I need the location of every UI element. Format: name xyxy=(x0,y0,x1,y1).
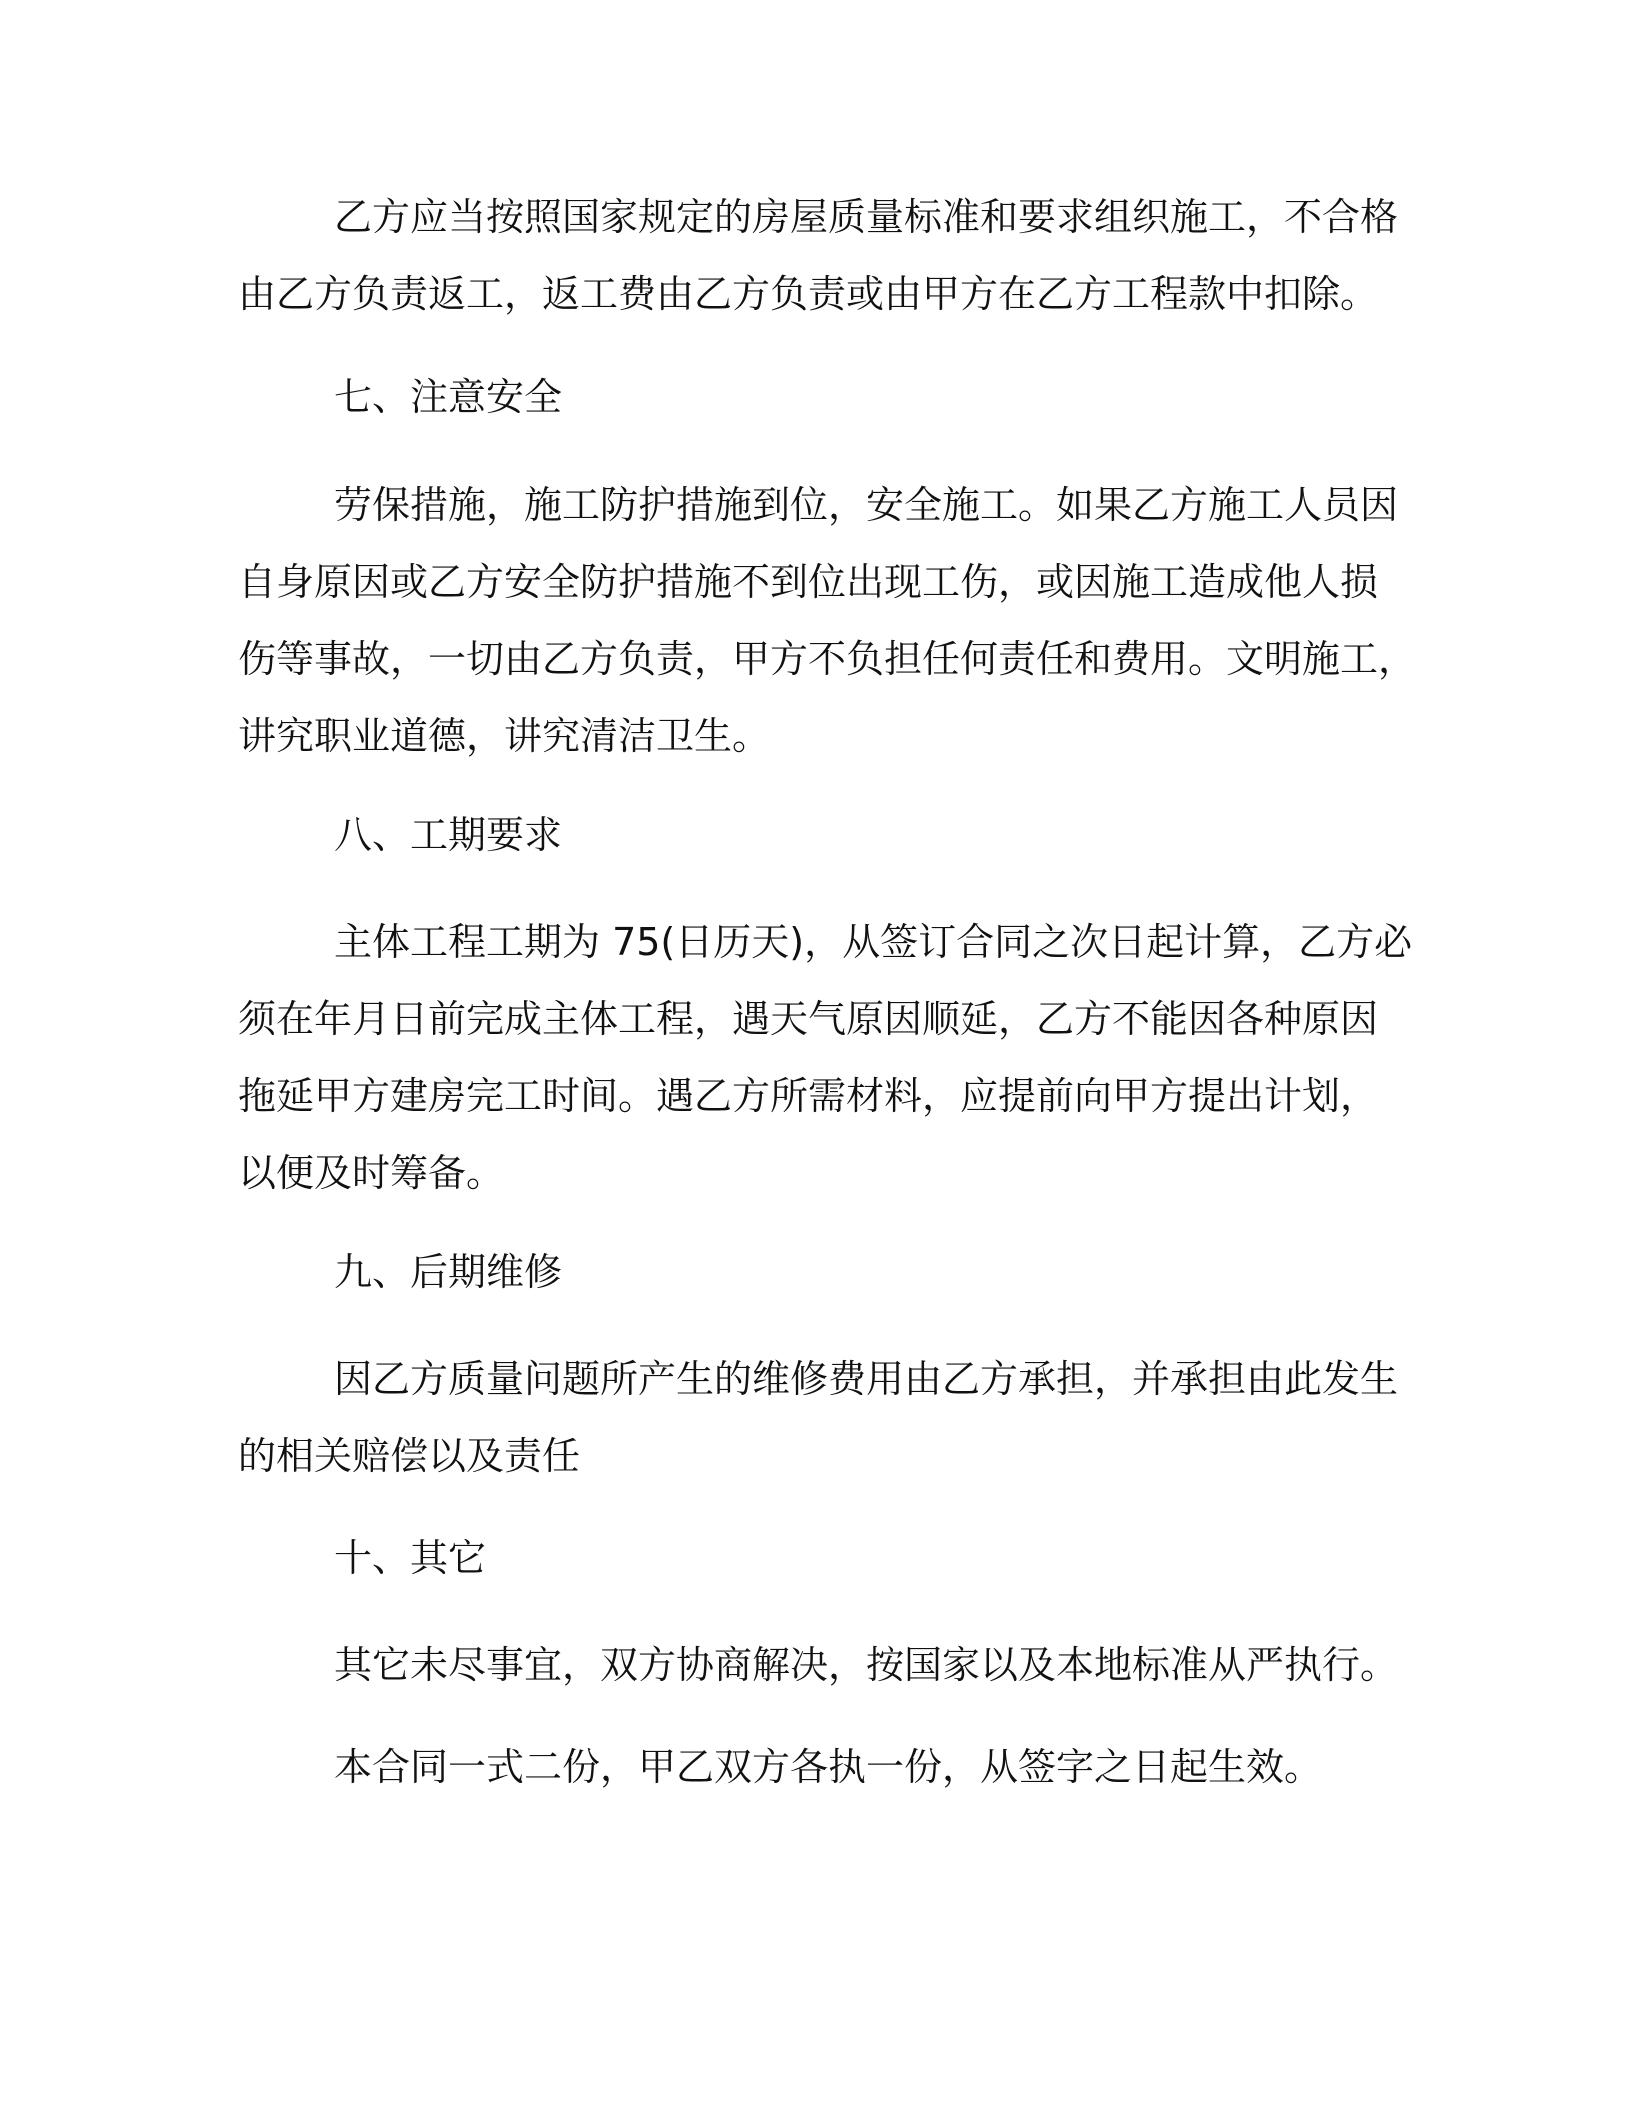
paragraph-line: 讲究职业道德，讲究清洁卫生。 xyxy=(238,714,771,758)
paragraph-line: 因乙方质量问题所产生的维修费用由乙方承担，并承担由此发生 xyxy=(334,1357,1399,1401)
paragraph-other-matters xyxy=(238,1627,1399,1704)
paragraph-line: 伤等事故，一切由乙方负责，甲方不负担任何责任和费用。文明施工， xyxy=(238,637,1417,681)
paragraph-line: 其它未尽事宜，双方协商解决，按国家以及本地标准从严执行。 xyxy=(334,1643,1399,1687)
section-heading-schedule xyxy=(238,797,1378,874)
section-heading-safety xyxy=(238,359,1378,436)
paragraph-safety xyxy=(238,467,1417,775)
paragraph-line: 劳保措施，施工防护措施到位，安全施工。如果乙方施工人员因 xyxy=(334,483,1399,527)
paragraph-line: 拖延甲方建房完工时间。遇乙方所需材料，应提前向甲方提出计划， xyxy=(238,1074,1379,1118)
section-heading: 八、工期要求 xyxy=(334,813,563,857)
paragraph-line: 以便及时筹备。 xyxy=(238,1151,505,1195)
paragraph-line: 的相关赔偿以及责任 xyxy=(238,1434,581,1478)
paragraph-maintenance xyxy=(238,1341,1399,1495)
section-heading-maintenance xyxy=(238,1234,1378,1311)
paragraph-line: 自身原因或乙方安全防护措施不到位出现工伤，或因施工造成他人损 xyxy=(238,560,1379,604)
paragraph-line: 须在年月日前完成主体工程，遇天气原因顺延，乙方不能因各种原因 xyxy=(238,997,1379,1041)
section-heading: 七、注意安全 xyxy=(334,375,563,419)
paragraph-line: 主体工程工期为 75(日历天)，从签订合同之次日起计算，乙方必 xyxy=(334,920,1413,964)
paragraph-schedule xyxy=(238,904,1413,1212)
paragraph-contract-copies xyxy=(238,1729,1378,1806)
paragraph-line: 本合同一式二份，甲乙双方各执一份，从签字之日起生效。 xyxy=(334,1745,1323,1789)
section-heading: 十、其它 xyxy=(334,1536,487,1580)
section-heading: 九、后期维修 xyxy=(334,1250,563,1294)
paragraph-line: 乙方应当按照国家规定的房屋质量标准和要求组织施工，不合格 xyxy=(334,195,1399,239)
paragraph-line: 由乙方负责返工，返工费由乙方负责或由甲方在乙方工程款中扣除。 xyxy=(238,272,1379,316)
paragraph-quality-requirement xyxy=(238,179,1399,333)
section-heading-other xyxy=(238,1520,1378,1597)
